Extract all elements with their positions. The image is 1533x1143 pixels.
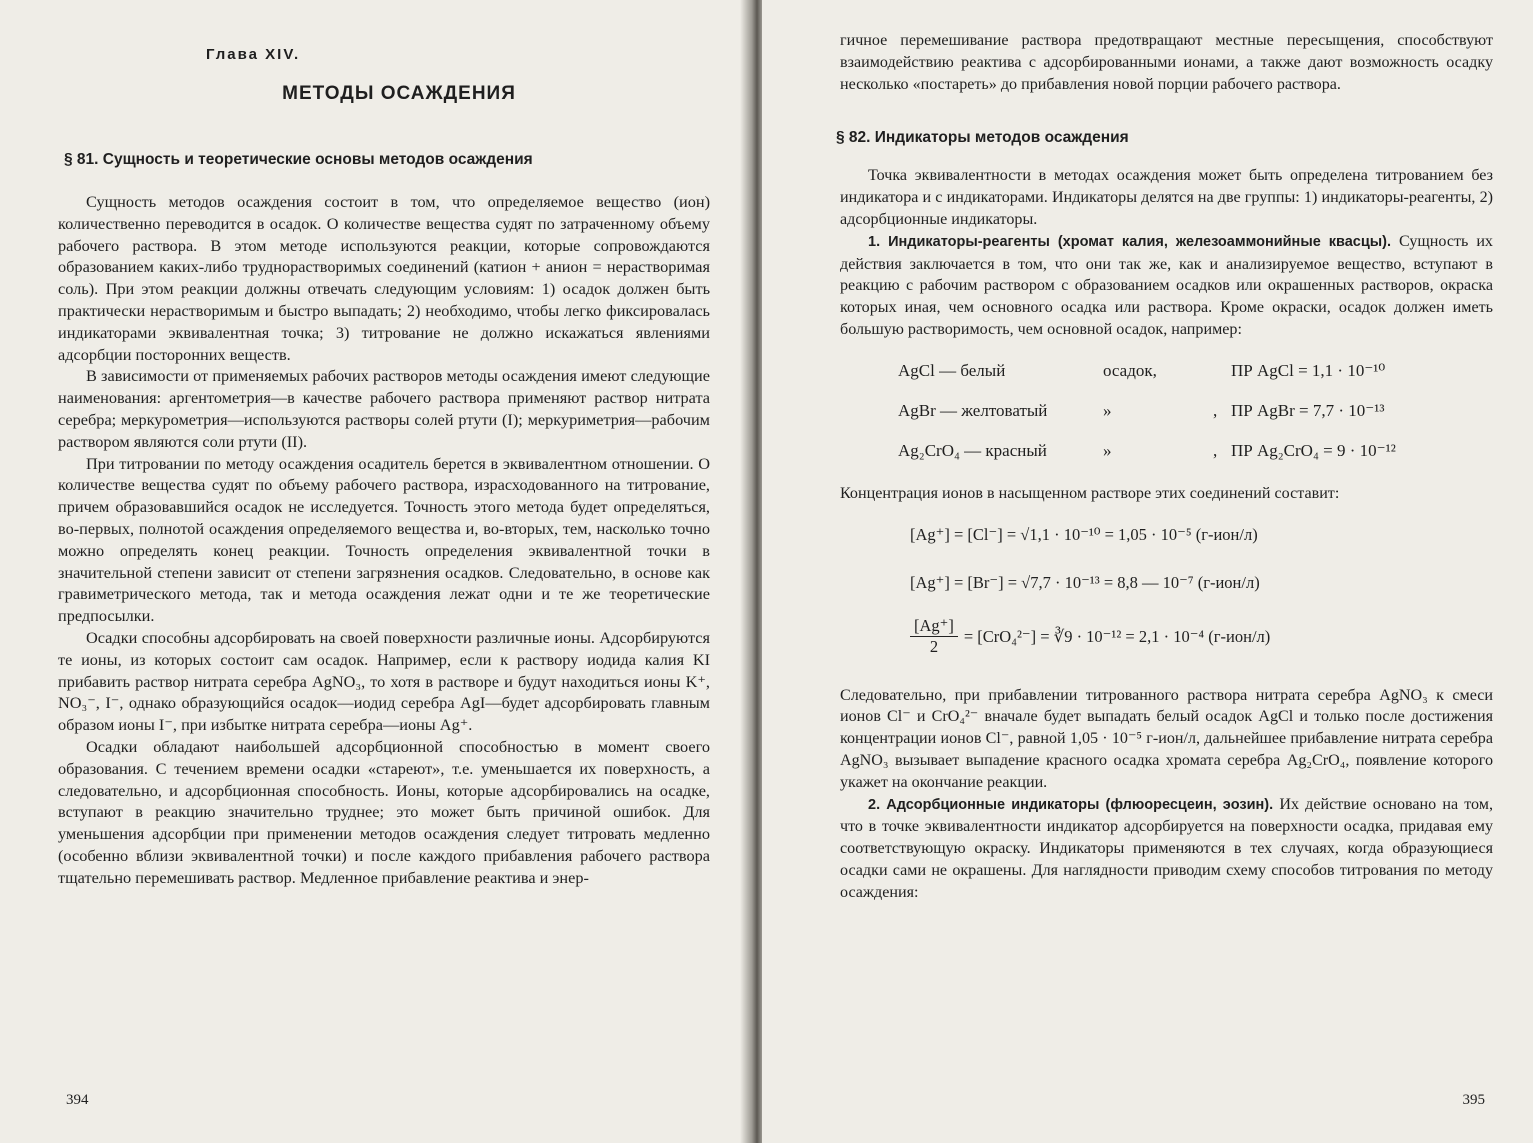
item1-heading: 1. Индикаторы-реагенты (хромат калия, железоаммонийные квасцы). [868,233,1392,250]
example-comma: , [1213,400,1218,420]
page-number-left: 394 [66,1092,89,1108]
example-row [840,431,1493,471]
section-title-82: § 82. Индикаторы методов осаждения [836,129,1129,147]
section-title-81: § 81. Сущность и теоретические основы методов осаждения [64,151,533,168]
equation-row-fraction [840,607,1493,667]
item2-text: Их действие основано на том, что в точке эквивалентности индикатор адсорбируется на поверхности осадка, придавая ему соответствующую окраску. Индикаторы применяются в тех случаях, когда образующиеся осадки сами не окрашены. Для наглядности приводим схему способов титрования по методу осаждения: [840,795,1494,901]
fraction-rest: = [CrO₄²⁻] = ∛9 · 10⁻¹² = 2,1 · 10⁻⁴ (г-ион/л) [963,626,1271,646]
paragraph-item2 [840,794,1493,904]
paragraph: При титровании по методу осаждения осадитель берется в эквивалентном отношении. О количестве вещества судят по объему рабочего раствора, израсходованного на титрование, причем образовавшийся осадок не исследуется. Точность этого метода будет определяться, во-первых, полнотой осаждения определяемого вещества и, во-вторых, тем, насколько точно можно определять конец реакции. Точность определения эквивалентной точки в значительной степени зависит от степени загрязнения осадков. Следовательно, в основе как гравиметрического метода, так и метода осаждения лежат одни и те же теоретические предпосылки. [58,453,710,626]
example-comma: , [1213,440,1218,460]
left-page [0,0,752,1143]
paragraph: Осадки обладают наибольшей адсорбционной способностью в момент своего образования. С течением времени осадки «стареют», т.е. уменьшается их поверхность, а следовательно, и адсорбционная способность. Ионы, которые адсорбировались на осадке, вступают в реакцию значительно труднее; это может быть причиной ошибок. Для уменьшения адсорбции при применении методов осаждения следует титровать медленно (особенно вблизи эквивалентной точки) и после каждого прибавления рабочего раствора тщательно перемешивать раствор. Медленное прибавление реактива и энер- [58,736,710,887]
fraction [910,616,958,657]
fraction-numerator: [Ag⁺] [910,616,958,637]
paragraph-intro: Точка эквивалентности в методах осаждения может быть определена титрованием без индикатора и с индикаторами. Индикаторы делятся на две группы: 1) индикаторы-реагенты, 2) адсорбционные индикаторы. [840,167,1493,228]
page-number-right: 395 [1462,1092,1485,1108]
concentration-equations [840,511,1493,667]
equation-row: [Ag⁺] = [Cl⁻] = √1,1 · 10⁻¹⁰ = 1,05 · 10⁻⁵ (г-ион/л) [910,524,1258,544]
example-mark: осадок, [1103,360,1157,380]
concentration-intro: Концентрация ионов в насыщенном растворе этих соединений составит: [840,484,1340,502]
equation-row: [Ag⁺] = [Br⁻] = √7,7 · 10⁻¹³ = 8,8 — 10⁻⁷ (г-ион/л) [910,572,1260,592]
example-row [840,391,1493,431]
example-pr: ПР AgBr = 7,7 · 10⁻¹³ [1231,400,1385,420]
paragraph-conclusion: Следовательно, при прибавлении титрованного раствора нитрата серебра AgNO₃ к смеси ионов Cl⁻ и CrO₄²⁻ вначале будет выпадать белый осадок AgCl и только после достижения концентрации ионов Cl⁻, равной 1,05 · 10⁻⁵ г-ион/л, дальнейшее прибавление нитрата серебра AgNO₃ вызывает выпадение красного осадка хромата серебра Ag₂CrO₄, появление которого укажет на окончание реакции. [840,686,1493,791]
solubility-examples [840,351,1493,471]
paragraph: В зависимости от применяемых рабочих растворов методы осаждения имеют следующие наименования: аргентометрия—в качестве рабочего раствора применяют раствор нитрата серебра; меркурометрия—используются растворы солей ртути (I); меркуриметрия—рабочим раствором являются соли ртути (II). [58,366,710,451]
fraction-denominator: 2 [929,637,939,657]
continuation-paragraph: гичное перемешивание раствора предотвращают местные пересыщения, способствуют взаимодействию реактива с адсорбированными ионами, а также дают возможность осадку несколько «постареть» до прибавления новой порции рабочего раствора. [840,32,1493,93]
paragraph: Сущность методов осаждения состоит в том, что определяемое вещество (ион) количественно переводится в осадок. О количестве вещества судят по затраченному объему рабочего раствора. В этом методе используются реакции, которые сопровождаются образованием каких-либо труднорастворимых соединений (катион + анион = нерастворимая соль). При этом реакции должны отвечать следующим условиям: 1) осадок должен быть практически нерастворимым и быстро выпадать; 2) необходимо, чтобы легко фиксировалась индикаторами эквивалентная точка; 3) титрование не должно искажаться явлениями адсорбции посторонних веществ. [58,192,710,364]
example-mark: » [1103,400,1112,420]
paragraph: Осадки способны адсорбировать на своей поверхности различные ионы. Адсорбируются те ионы, из которых состоит сам осадок. Например, если к раствору иодида калия KI прибавить раствор нитрата серебра AgNO₃, то хотя в растворе и будут находиться ионы K⁺, NO₃⁻, I⁻, однако образующийся осадок—иодид серебра AgI—будет адсорбировать главным образом ионы I⁻, при избытке нитрата серебра—ионы Ag⁺. [58,627,710,735]
chapter-title: МЕТОДЫ ОСАЖДЕНИЯ [282,83,516,104]
example-mark: » [1103,440,1112,460]
example-compound: Ag₂CrO₄ — красный [898,440,1047,460]
example-row [840,351,1493,391]
right-page [762,0,1533,1143]
chapter-label: Глава XIV. [206,46,301,63]
example-pr: ПР Ag₂CrO₄ = 9 · 10⁻¹² [1231,440,1396,460]
example-pr: ПР AgCl = 1,1 · 10⁻¹⁰ [1231,360,1386,380]
example-compound: AgBr — желтоватый [898,400,1048,420]
item1-text: Сущность их действия заключается в том, что они так же, как и анализируемое вещество, вступают в реакцию с рабочим раствором с образованием осадков или окрашенных растворов, окраска которых иная, чем основного осадка или раствора. Кроме окраски, осадок должен иметь большую растворимость, чем основной осадок, например: [840,232,1493,338]
item2-heading: 2. Адсорбционные индикаторы (флюоресцеин, эозин). [868,796,1274,813]
example-compound: AgCl — белый [898,360,1006,380]
paragraph-item1 [840,231,1493,341]
